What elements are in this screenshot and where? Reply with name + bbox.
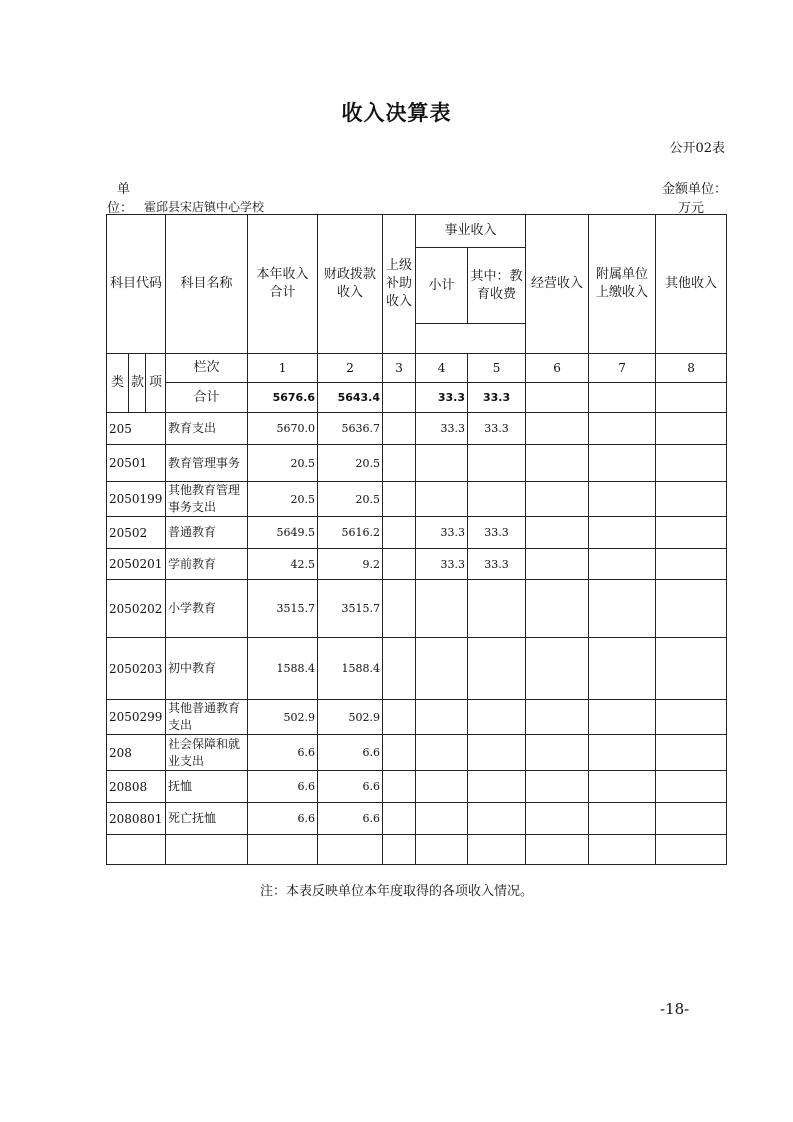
row-name: 其他普通教育支出 xyxy=(166,700,248,735)
row-fiscal: 5616.2 xyxy=(318,517,383,549)
row-other xyxy=(656,413,727,445)
row-code: 2050202 xyxy=(107,580,166,638)
row-other xyxy=(656,445,727,482)
row-fiscal: 3515.7 xyxy=(318,580,383,638)
col-number: 8 xyxy=(656,354,727,383)
row-superior xyxy=(383,700,416,735)
row-operation xyxy=(526,735,589,771)
table-row xyxy=(107,445,727,482)
row-business-sub: 33.3 xyxy=(416,549,468,580)
row-affiliated xyxy=(589,700,656,735)
row-code: 208 xyxy=(107,735,166,771)
money-unit-label: 金额单位： xyxy=(662,182,728,197)
total-edu: 33.3 xyxy=(468,383,526,413)
row-fiscal: 1588.4 xyxy=(318,638,383,700)
row-fiscal: 502.9 xyxy=(318,700,383,735)
total-label: 合计 xyxy=(166,383,248,413)
row-operation xyxy=(526,700,589,735)
row-operation xyxy=(526,803,589,835)
row-business-sub xyxy=(416,482,468,517)
row-affiliated xyxy=(589,803,656,835)
unit-label-line1: 单 xyxy=(117,182,131,197)
row-name: 教育支出 xyxy=(166,413,248,445)
row-affiliated xyxy=(589,413,656,445)
row-code: 2050201 xyxy=(107,549,166,580)
header-other: 其他收入 xyxy=(656,215,727,354)
row-business-edu: 33.3 xyxy=(468,517,526,549)
header-lanci: 栏次 xyxy=(166,354,248,383)
row-business-edu xyxy=(468,700,526,735)
row-total: 502.9 xyxy=(248,700,318,735)
table-number: 公开02表 xyxy=(669,141,725,156)
row-superior xyxy=(383,803,416,835)
row-superior xyxy=(383,580,416,638)
row-total: 20.5 xyxy=(248,445,318,482)
row-business-edu xyxy=(468,803,526,835)
table-row xyxy=(107,482,727,517)
row-total: 5670.0 xyxy=(248,413,318,445)
row-code: 205 xyxy=(107,413,166,445)
row-fiscal: 6.6 xyxy=(318,803,383,835)
row-affiliated xyxy=(589,735,656,771)
unit-name: 霍邱县宋店镇中心学校 xyxy=(144,200,265,214)
row-business-sub xyxy=(416,445,468,482)
row-superior xyxy=(383,549,416,580)
row-other xyxy=(656,735,727,771)
row-business-edu xyxy=(468,638,526,700)
header-affiliated: 附属单位 上缴收入 xyxy=(589,215,656,354)
row-business-sub xyxy=(416,735,468,771)
row-name: 小学教育 xyxy=(166,580,248,638)
row-fiscal: 20.5 xyxy=(318,445,383,482)
row-operation xyxy=(526,580,589,638)
table-row xyxy=(107,580,727,638)
row-business-sub xyxy=(416,638,468,700)
header-fiscal: 财政拨款 收入 xyxy=(318,215,383,354)
table-row xyxy=(107,549,727,580)
row-affiliated xyxy=(589,445,656,482)
col-number: 5 xyxy=(468,354,526,383)
total-row xyxy=(107,383,727,413)
header-xiang: 项 xyxy=(146,354,166,413)
row-business-edu: 33.3 xyxy=(468,549,526,580)
row-other xyxy=(656,517,727,549)
row-affiliated xyxy=(589,482,656,517)
header-code: 科目代码 xyxy=(107,215,166,354)
empty-row xyxy=(107,835,727,865)
table-row xyxy=(107,803,727,835)
income-table xyxy=(106,214,727,865)
row-total: 42.5 xyxy=(248,549,318,580)
header-kuan: 款 xyxy=(129,354,146,413)
header-total: 本年收入 合计 xyxy=(248,215,318,354)
row-affiliated xyxy=(589,580,656,638)
row-business-sub xyxy=(416,700,468,735)
row-affiliated xyxy=(589,638,656,700)
row-total: 6.6 xyxy=(248,803,318,835)
row-name: 学前教育 xyxy=(166,549,248,580)
row-total: 20.5 xyxy=(248,482,318,517)
row-fiscal: 6.6 xyxy=(318,771,383,803)
row-name: 普通教育 xyxy=(166,517,248,549)
row-fiscal: 5636.7 xyxy=(318,413,383,445)
table-row xyxy=(107,700,727,735)
row-operation xyxy=(526,549,589,580)
row-affiliated xyxy=(589,517,656,549)
row-code: 2050199 xyxy=(107,482,166,517)
row-other xyxy=(656,638,727,700)
col-number: 2 xyxy=(318,354,383,383)
row-operation xyxy=(526,517,589,549)
col-number: 6 xyxy=(526,354,589,383)
row-superior xyxy=(383,638,416,700)
row-code: 2080801 xyxy=(107,803,166,835)
row-total: 6.6 xyxy=(248,735,318,771)
row-operation xyxy=(526,638,589,700)
row-code: 20808 xyxy=(107,771,166,803)
row-code: 2050299 xyxy=(107,700,166,735)
col-number: 1 xyxy=(248,354,318,383)
total-total: 5676.6 xyxy=(248,383,318,413)
row-business-sub xyxy=(416,771,468,803)
page-title: 收入决算表 xyxy=(341,100,452,125)
row-operation xyxy=(526,482,589,517)
row-affiliated xyxy=(589,771,656,803)
row-business-edu xyxy=(468,580,526,638)
row-other xyxy=(656,700,727,735)
row-total: 3515.7 xyxy=(248,580,318,638)
row-operation xyxy=(526,771,589,803)
row-superior xyxy=(383,413,416,445)
row-code: 20501 xyxy=(107,445,166,482)
money-unit-value: 万元 xyxy=(678,201,705,216)
col-number: 3 xyxy=(383,354,416,383)
header-lei: 类 xyxy=(107,354,129,413)
table-row xyxy=(107,735,727,771)
row-superior xyxy=(383,445,416,482)
header-name: 科目名称 xyxy=(166,215,248,354)
header-operation: 经营收入 xyxy=(526,215,589,354)
row-superior xyxy=(383,517,416,549)
total-fiscal: 5643.4 xyxy=(318,383,383,413)
row-total: 6.6 xyxy=(248,771,318,803)
row-business-edu xyxy=(468,445,526,482)
row-other xyxy=(656,803,727,835)
row-other xyxy=(656,549,727,580)
row-other xyxy=(656,580,727,638)
row-name: 教育管理事务 xyxy=(166,445,248,482)
row-business-edu xyxy=(468,735,526,771)
table-note: 注：本表反映单位本年度取得的各项收入情况。 xyxy=(259,884,533,899)
unit-label-line2: 位： xyxy=(107,201,134,216)
row-operation xyxy=(526,445,589,482)
table-row xyxy=(107,638,727,700)
row-business-sub: 33.3 xyxy=(416,517,468,549)
row-name: 初中教育 xyxy=(166,638,248,700)
row-business-edu xyxy=(468,771,526,803)
table-row xyxy=(107,771,727,803)
row-name: 社会保障和就业支出 xyxy=(166,735,248,771)
header-business-sub: 小计 xyxy=(416,248,468,324)
row-superior xyxy=(383,482,416,517)
row-fiscal: 6.6 xyxy=(318,735,383,771)
row-business-sub xyxy=(416,803,468,835)
row-superior xyxy=(383,771,416,803)
header-superior: 上级 补助 收入 xyxy=(383,215,416,354)
row-superior xyxy=(383,735,416,771)
col-number: 7 xyxy=(589,354,656,383)
row-other xyxy=(656,771,727,803)
row-operation xyxy=(526,413,589,445)
row-total: 1588.4 xyxy=(248,638,318,700)
table-row xyxy=(107,413,727,445)
row-code: 20502 xyxy=(107,517,166,549)
page-number: -18- xyxy=(660,1000,690,1018)
col-number: 4 xyxy=(416,354,468,383)
row-fiscal: 9.2 xyxy=(318,549,383,580)
row-code: 2050203 xyxy=(107,638,166,700)
header-business-edu: 其中：教 育收费 xyxy=(468,248,526,324)
row-business-sub: 33.3 xyxy=(416,413,468,445)
total-sub: 33.3 xyxy=(416,383,468,413)
header-business: 事业收入 xyxy=(416,215,526,248)
row-business-sub xyxy=(416,580,468,638)
row-business-edu xyxy=(468,482,526,517)
row-business-edu: 33.3 xyxy=(468,413,526,445)
row-name: 其他教育管理事务支出 xyxy=(166,482,248,517)
row-fiscal: 20.5 xyxy=(318,482,383,517)
row-other xyxy=(656,482,727,517)
row-name: 抚恤 xyxy=(166,771,248,803)
table-row xyxy=(107,517,727,549)
row-name: 死亡抚恤 xyxy=(166,803,248,835)
row-affiliated xyxy=(589,549,656,580)
row-total: 5649.5 xyxy=(248,517,318,549)
